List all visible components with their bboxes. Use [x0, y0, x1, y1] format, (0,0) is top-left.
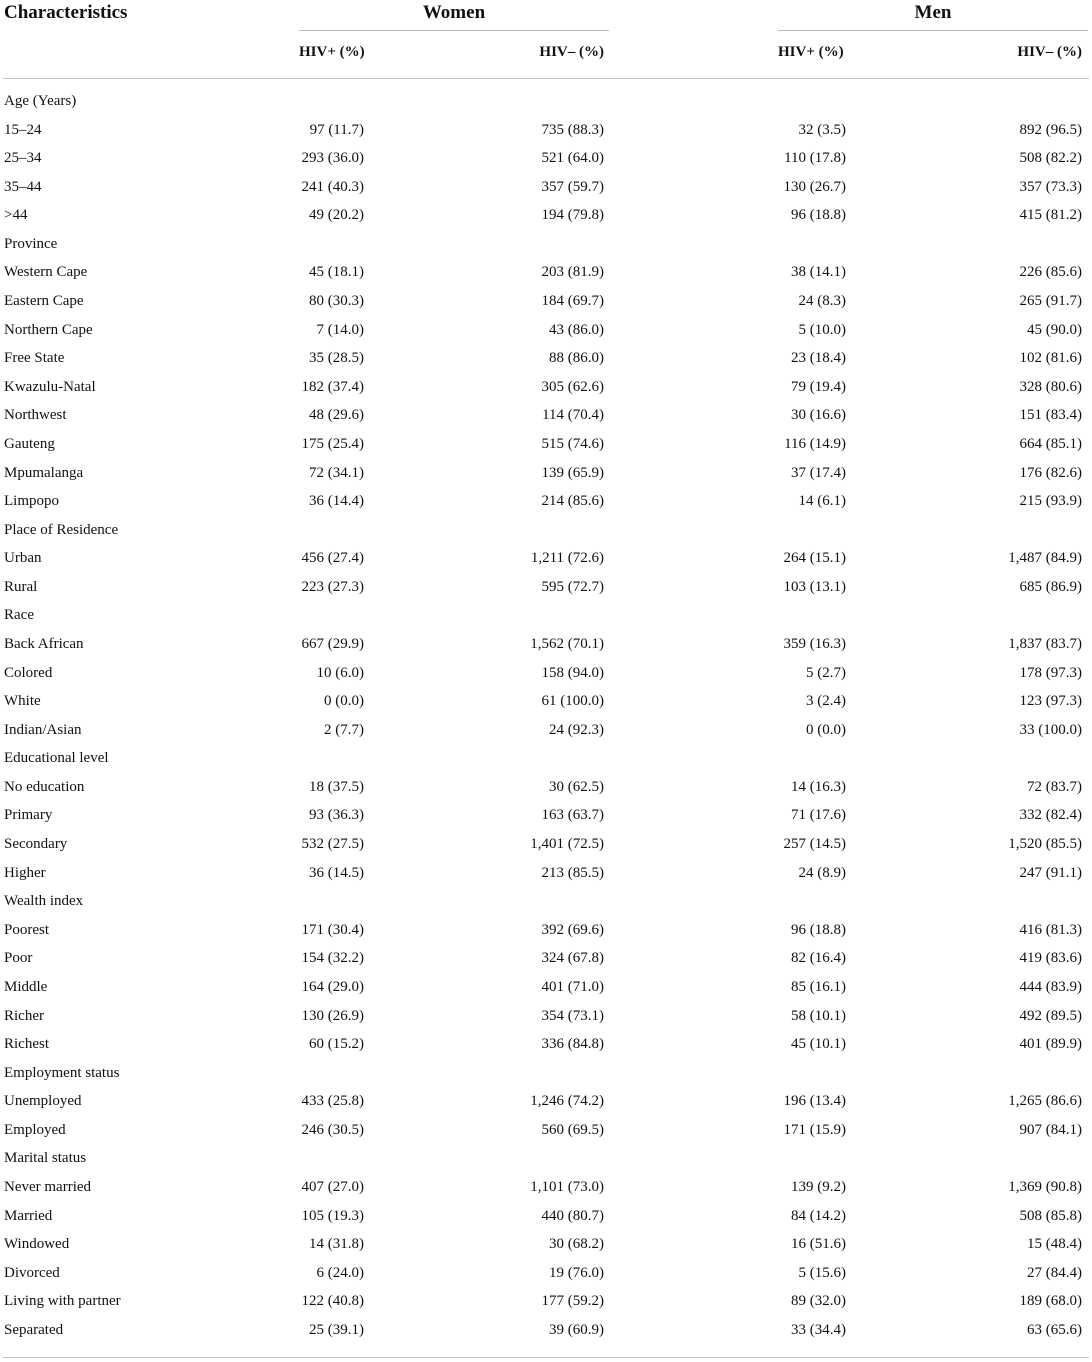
table-row: [0, 917, 1092, 946]
row-label: Kwazulu-Natal: [4, 378, 96, 395]
women-hiv-positive-cell: 72 (34.1): [309, 464, 364, 481]
women-hiv-negative-cell: 324 (67.8): [541, 950, 604, 967]
women-hiv-positive-cell: 93 (36.3): [309, 807, 364, 824]
row-label: Urban: [4, 550, 42, 567]
row-label: Colored: [4, 664, 53, 681]
women-hiv-positive-cell: 0 (0.0): [324, 693, 364, 710]
men-hiv-negative-heading: HIV– (%): [1017, 44, 1082, 60]
section-label: Employment status: [4, 1064, 120, 1081]
women-hiv-negative-cell: 194 (79.8): [541, 207, 604, 224]
women-hiv-negative-cell: 213 (85.5): [541, 864, 604, 881]
table-row: [0, 831, 1092, 860]
women-hiv-negative-cell: 515 (74.6): [541, 435, 604, 452]
men-hiv-positive-cell: 103 (13.1): [783, 578, 846, 595]
table-row: [0, 288, 1092, 317]
women-hiv-negative-cell: 184 (69.7): [541, 293, 604, 310]
men-hiv-negative-cell: 33 (100.0): [1019, 721, 1082, 738]
women-hiv-negative-cell: 1,246 (74.2): [530, 1093, 604, 1110]
women-hiv-negative-cell: 354 (73.1): [541, 1007, 604, 1024]
row-label: Living with partner: [4, 1293, 121, 1310]
women-hiv-positive-cell: 14 (31.8): [309, 1236, 364, 1253]
row-label: Employed: [4, 1121, 66, 1138]
women-hiv-negative-cell: 214 (85.6): [541, 493, 604, 510]
men-hiv-positive-cell: 116 (14.9): [784, 435, 846, 452]
table-section-row: [0, 602, 1092, 631]
row-label: Secondary: [4, 836, 68, 853]
men-hiv-positive-cell: 23 (18.4): [791, 350, 846, 367]
women-hiv-positive-cell: 171 (30.4): [301, 921, 364, 938]
women-hiv-negative-cell: 88 (86.0): [549, 350, 604, 367]
table-row: [0, 431, 1092, 460]
women-hiv-negative-cell: 521 (64.0): [541, 150, 604, 167]
men-hiv-negative-cell: 415 (81.2): [1019, 207, 1082, 224]
table-row: [0, 402, 1092, 431]
men-hiv-negative-cell: 357 (73.3): [1019, 178, 1082, 195]
men-hiv-negative-cell: 664 (85.1): [1019, 435, 1082, 452]
row-label: >44: [4, 207, 28, 224]
table-row: [0, 1203, 1092, 1232]
row-label: Richest: [4, 1036, 49, 1053]
men-hiv-negative-cell: 102 (81.6): [1019, 350, 1082, 367]
men-hiv-negative-cell: 176 (82.6): [1019, 464, 1082, 481]
women-hiv-negative-cell: 1,562 (70.1): [530, 635, 604, 652]
women-hiv-positive-cell: 18 (37.5): [309, 778, 364, 795]
women-hiv-negative-cell: 560 (69.5): [541, 1121, 604, 1138]
row-label: Free State: [4, 350, 65, 367]
women-hiv-positive-cell: 667 (29.9): [301, 635, 364, 652]
table-section-row: [0, 745, 1092, 774]
row-label: Divorced: [4, 1264, 60, 1281]
men-group-heading: Men: [914, 2, 952, 23]
men-hiv-positive-cell: 38 (14.1): [791, 264, 846, 281]
table-row: [0, 1174, 1092, 1203]
men-hiv-positive-cell: 14 (6.1): [798, 493, 846, 510]
men-hiv-positive-cell: 3 (2.4): [806, 693, 846, 710]
row-label: Mpumalanga: [4, 464, 84, 481]
men-hiv-positive-cell: 58 (10.1): [791, 1007, 846, 1024]
men-hiv-negative-cell: 492 (89.5): [1019, 1007, 1082, 1024]
men-hiv-negative-cell: 178 (97.3): [1019, 664, 1082, 681]
table-section-row: [0, 517, 1092, 546]
men-hiv-positive-cell: 264 (15.1): [783, 550, 846, 567]
table-row: [0, 1088, 1092, 1117]
row-label: Western Cape: [4, 264, 88, 281]
men-hiv-positive-cell: 30 (16.6): [791, 407, 846, 424]
row-label: Poorest: [4, 921, 49, 938]
men-hiv-negative-cell: 123 (97.3): [1019, 693, 1082, 710]
women-hiv-negative-cell: 392 (69.6): [541, 921, 604, 938]
table-section-row: [0, 1145, 1092, 1174]
men-hiv-positive-cell: 24 (8.3): [798, 293, 846, 310]
women-hiv-positive-cell: 182 (37.4): [301, 378, 364, 395]
table-row: [0, 860, 1092, 889]
header-bottom-rule: [3, 78, 1089, 79]
table-row: [0, 1288, 1092, 1317]
row-label: Limpopo: [4, 493, 59, 510]
men-hiv-positive-cell: 130 (26.7): [783, 178, 846, 195]
row-label: No education: [4, 778, 85, 795]
women-hiv-negative-cell: 401 (71.0): [541, 978, 604, 995]
table-row: [0, 688, 1092, 717]
men-hiv-negative-cell: 416 (81.3): [1019, 921, 1082, 938]
men-hiv-positive-cell: 257 (14.5): [783, 836, 846, 853]
row-label: Never married: [4, 1178, 92, 1195]
men-hiv-negative-cell: 401 (89.9): [1019, 1036, 1082, 1053]
men-hiv-positive-cell: 33 (34.4): [791, 1321, 846, 1338]
table-row: [0, 345, 1092, 374]
men-hiv-negative-cell: 72 (83.7): [1027, 778, 1082, 795]
table-row: [0, 117, 1092, 146]
women-hiv-positive-cell: 293 (36.0): [301, 150, 364, 167]
women-hiv-positive-cell: 36 (14.5): [309, 864, 364, 881]
women-hiv-positive-cell: 407 (27.0): [301, 1178, 364, 1195]
men-hiv-positive-cell: 110 (17.8): [784, 150, 846, 167]
men-hiv-negative-cell: 226 (85.6): [1019, 264, 1082, 281]
section-label: Province: [4, 235, 58, 252]
men-hiv-positive-cell: 84 (14.2): [791, 1207, 846, 1224]
women-hiv-positive-cell: 175 (25.4): [301, 435, 364, 452]
men-hiv-positive-cell: 139 (9.2): [791, 1178, 846, 1195]
women-hiv-negative-cell: 19 (76.0): [549, 1264, 604, 1281]
table-row: [0, 1003, 1092, 1032]
table-row: [0, 631, 1092, 660]
women-hiv-negative-cell: 30 (62.5): [549, 778, 604, 795]
row-label: 35–44: [4, 178, 42, 195]
women-hiv-negative-cell: 39 (60.9): [549, 1321, 604, 1338]
row-label: Northern Cape: [4, 321, 93, 338]
row-label: Poor: [4, 950, 33, 967]
men-hiv-negative-cell: 328 (80.6): [1019, 378, 1082, 395]
table-row: [0, 317, 1092, 346]
men-hiv-negative-cell: 1,520 (85.5): [1008, 836, 1082, 853]
women-hiv-negative-cell: 163 (63.7): [541, 807, 604, 824]
women-hiv-positive-heading: HIV+ (%): [299, 44, 365, 60]
women-hiv-positive-cell: 241 (40.3): [301, 178, 364, 195]
women-hiv-positive-cell: 45 (18.1): [309, 264, 364, 281]
men-hiv-negative-cell: 419 (83.6): [1019, 950, 1082, 967]
men-hiv-positive-cell: 79 (19.4): [791, 378, 846, 395]
row-label: Windowed: [4, 1236, 70, 1253]
women-hiv-positive-cell: 532 (27.5): [301, 836, 364, 853]
women-hiv-positive-cell: 35 (28.5): [309, 350, 364, 367]
men-hiv-positive-cell: 32 (3.5): [798, 121, 846, 138]
women-hiv-positive-cell: 164 (29.0): [301, 978, 364, 995]
women-hiv-positive-cell: 130 (26.9): [301, 1007, 364, 1024]
women-hiv-positive-cell: 97 (11.7): [309, 121, 364, 138]
women-hiv-positive-cell: 80 (30.3): [309, 293, 364, 310]
table-section-row: [0, 88, 1092, 117]
women-hiv-positive-cell: 10 (6.0): [316, 664, 364, 681]
section-label: Race: [4, 607, 34, 624]
men-hiv-positive-cell: 5 (2.7): [806, 664, 846, 681]
men-hiv-positive-cell: 82 (16.4): [791, 950, 846, 967]
men-hiv-positive-cell: 14 (16.3): [791, 778, 846, 795]
table-row: [0, 717, 1092, 746]
women-hiv-positive-cell: 433 (25.8): [301, 1093, 364, 1110]
section-label: Wealth index: [4, 893, 84, 910]
row-label: Eastern Cape: [4, 293, 84, 310]
row-label: Richer: [4, 1007, 44, 1024]
section-label: Place of Residence: [4, 521, 119, 538]
row-label: Gauteng: [4, 435, 55, 452]
men-hiv-negative-cell: 685 (86.9): [1019, 578, 1082, 595]
men-hiv-negative-cell: 444 (83.9): [1019, 978, 1082, 995]
women-hiv-positive-cell: 105 (19.3): [301, 1207, 364, 1224]
men-hiv-negative-cell: 1,487 (84.9): [1008, 550, 1082, 567]
row-label: Back African: [4, 635, 84, 652]
women-hiv-positive-cell: 122 (40.8): [301, 1293, 364, 1310]
women-hiv-positive-cell: 154 (32.2): [301, 950, 364, 967]
men-hiv-negative-cell: 1,837 (83.7): [1008, 635, 1082, 652]
women-hiv-positive-cell: 456 (27.4): [301, 550, 364, 567]
row-label: Unemployed: [4, 1093, 82, 1110]
men-hiv-negative-cell: 247 (91.1): [1019, 864, 1082, 881]
men-hiv-positive-cell: 37 (17.4): [791, 464, 846, 481]
women-hiv-negative-cell: 61 (100.0): [541, 693, 604, 710]
women-hiv-positive-cell: 7 (14.0): [316, 321, 364, 338]
table-row: [0, 174, 1092, 203]
table-row: [0, 574, 1092, 603]
table-row: [0, 545, 1092, 574]
table-section-row: [0, 231, 1092, 260]
table-row: [0, 774, 1092, 803]
row-label: Married: [4, 1207, 53, 1224]
women-hiv-negative-cell: 177 (59.2): [541, 1293, 604, 1310]
men-hiv-positive-heading: HIV+ (%): [778, 44, 844, 60]
men-hiv-negative-cell: 907 (84.1): [1019, 1121, 1082, 1138]
row-label: Higher: [4, 864, 46, 881]
men-hiv-negative-cell: 215 (93.9): [1019, 493, 1082, 510]
men-hiv-positive-cell: 196 (13.4): [783, 1093, 846, 1110]
women-hiv-positive-cell: 25 (39.1): [309, 1321, 364, 1338]
women-hiv-negative-heading: HIV– (%): [539, 44, 604, 60]
women-hiv-positive-cell: 60 (15.2): [309, 1036, 364, 1053]
table-row: [0, 145, 1092, 174]
women-hiv-negative-cell: 1,401 (72.5): [530, 836, 604, 853]
table-row: [0, 974, 1092, 1003]
men-hiv-negative-cell: 1,369 (90.8): [1008, 1178, 1082, 1195]
women-hiv-negative-cell: 735 (88.3): [541, 121, 604, 138]
characteristics-heading: Characteristics: [4, 2, 128, 23]
women-group-divider: [299, 30, 609, 31]
row-label: Rural: [4, 578, 38, 595]
row-label: 15–24: [4, 121, 42, 138]
table-row: [0, 1031, 1092, 1060]
men-hiv-positive-cell: 96 (18.8): [791, 207, 846, 224]
table-bottom-rule: [3, 1357, 1089, 1358]
table-row: [0, 802, 1092, 831]
men-hiv-negative-cell: 189 (68.0): [1019, 1293, 1082, 1310]
men-hiv-positive-cell: 16 (51.6): [791, 1236, 846, 1253]
men-hiv-positive-cell: 0 (0.0): [806, 721, 846, 738]
men-hiv-positive-cell: 85 (16.1): [791, 978, 846, 995]
men-group-divider: [778, 30, 1088, 31]
row-label: Primary: [4, 807, 53, 824]
women-hiv-negative-cell: 336 (84.8): [541, 1036, 604, 1053]
men-hiv-negative-cell: 63 (65.6): [1027, 1321, 1082, 1338]
table-row: [0, 259, 1092, 288]
table-header: [0, 0, 1092, 30]
women-group-heading: Women: [422, 2, 486, 23]
men-hiv-negative-cell: 15 (48.4): [1027, 1236, 1082, 1253]
men-hiv-negative-cell: 151 (83.4): [1019, 407, 1082, 424]
men-hiv-negative-cell: 508 (82.2): [1019, 150, 1082, 167]
row-label: 25–34: [4, 150, 42, 167]
table-row: [0, 945, 1092, 974]
men-hiv-positive-cell: 5 (15.6): [798, 1264, 846, 1281]
women-hiv-negative-cell: 43 (86.0): [549, 321, 604, 338]
table-row: [0, 1117, 1092, 1146]
section-label: Educational level: [4, 750, 109, 767]
women-hiv-positive-cell: 223 (27.3): [301, 578, 364, 595]
table-row: [0, 660, 1092, 689]
table-row: [0, 1260, 1092, 1289]
men-hiv-positive-cell: 359 (16.3): [783, 635, 846, 652]
row-label: Northwest: [4, 407, 67, 424]
women-hiv-positive-cell: 48 (29.6): [309, 407, 364, 424]
men-hiv-positive-cell: 5 (10.0): [798, 321, 846, 338]
women-hiv-negative-cell: 595 (72.7): [541, 578, 604, 595]
women-hiv-negative-cell: 114 (70.4): [542, 407, 604, 424]
men-hiv-positive-cell: 96 (18.8): [791, 921, 846, 938]
table-section-row: [0, 1060, 1092, 1089]
row-label: Indian/Asian: [4, 721, 82, 738]
table-row: [0, 374, 1092, 403]
table-row: [0, 460, 1092, 489]
men-hiv-negative-cell: 508 (85.8): [1019, 1207, 1082, 1224]
table-row: [0, 488, 1092, 517]
row-label: White: [4, 693, 41, 710]
women-hiv-positive-cell: 2 (7.7): [324, 721, 364, 738]
women-hiv-negative-cell: 305 (62.6): [541, 378, 604, 395]
men-hiv-positive-cell: 89 (32.0): [791, 1293, 846, 1310]
women-hiv-negative-cell: 24 (92.3): [549, 721, 604, 738]
women-hiv-negative-cell: 139 (65.9): [541, 464, 604, 481]
women-hiv-negative-cell: 203 (81.9): [541, 264, 604, 281]
men-hiv-positive-cell: 171 (15.9): [783, 1121, 846, 1138]
men-hiv-positive-cell: 45 (10.1): [791, 1036, 846, 1053]
women-hiv-positive-cell: 6 (24.0): [316, 1264, 364, 1281]
men-hiv-negative-cell: 1,265 (86.6): [1008, 1093, 1082, 1110]
men-hiv-positive-cell: 24 (8.9): [798, 864, 846, 881]
women-hiv-negative-cell: 30 (68.2): [549, 1236, 604, 1253]
women-hiv-negative-cell: 440 (80.7): [541, 1207, 604, 1224]
men-hiv-negative-cell: 27 (84.4): [1027, 1264, 1082, 1281]
table-body: [0, 88, 1092, 1345]
table-row: [0, 1317, 1092, 1346]
table-section-row: [0, 888, 1092, 917]
table-row: [0, 1231, 1092, 1260]
women-hiv-positive-cell: 246 (30.5): [301, 1121, 364, 1138]
women-hiv-negative-cell: 1,211 (72.6): [530, 550, 604, 567]
women-hiv-positive-cell: 36 (14.4): [309, 493, 364, 510]
row-label: Separated: [4, 1321, 64, 1338]
men-hiv-negative-cell: 265 (91.7): [1019, 293, 1082, 310]
women-hiv-negative-cell: 158 (94.0): [541, 664, 604, 681]
men-hiv-negative-cell: 332 (82.4): [1019, 807, 1082, 824]
women-hiv-negative-cell: 1,101 (73.0): [530, 1178, 604, 1195]
men-hiv-negative-cell: 45 (90.0): [1027, 321, 1082, 338]
section-label: Marital status: [4, 1150, 87, 1167]
men-hiv-positive-cell: 71 (17.6): [791, 807, 846, 824]
men-hiv-negative-cell: 892 (96.5): [1019, 121, 1082, 138]
section-label: Age (Years): [4, 93, 77, 109]
row-label: Middle: [4, 978, 48, 995]
women-hiv-negative-cell: 357 (59.7): [541, 178, 604, 195]
table-row: [0, 202, 1092, 231]
women-hiv-positive-cell: 49 (20.2): [309, 207, 364, 224]
